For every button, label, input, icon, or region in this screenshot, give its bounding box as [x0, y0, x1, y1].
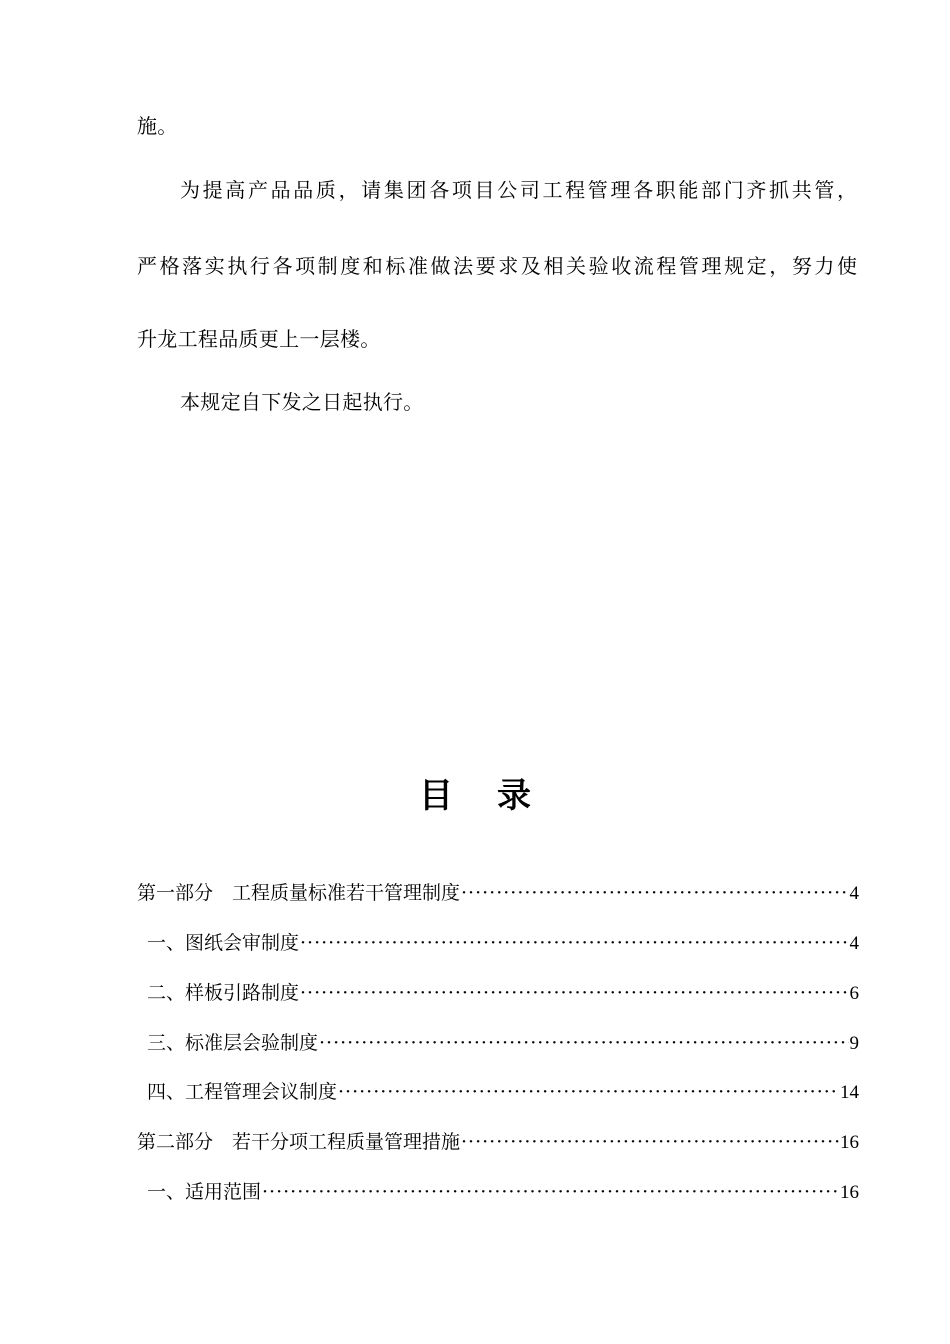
- toc-entry-label: 第二部分 若干分项工程质量管理措施: [137, 1131, 461, 1153]
- toc-entry[interactable]: [137, 980, 859, 1006]
- paragraph-line: 升龙工程品质更上一层楼。: [137, 327, 381, 351]
- toc-leader-dots: [300, 980, 848, 1006]
- toc-leader-dots: [319, 1030, 848, 1056]
- paragraph-line: 施。: [137, 114, 178, 138]
- paragraph-line: 严格落实执行各项制度和标准做法要求及相关验收流程管理规定，努力使: [137, 254, 857, 278]
- toc-entry-page: 4: [849, 933, 859, 954]
- toc-entry-label: 一、图纸会审制度: [147, 932, 300, 954]
- toc-entry-label: 二、样板引路制度: [147, 982, 300, 1004]
- toc-entry[interactable]: [137, 930, 859, 956]
- toc-entry-label: 三、标准层会验制度: [147, 1032, 319, 1054]
- toc-entry[interactable]: [137, 880, 859, 906]
- toc-entry[interactable]: [137, 1179, 859, 1205]
- toc-entry-page: 9: [849, 1033, 859, 1054]
- paragraph-line: 为提高产品品质，请集团各项目公司工程管理各职能部门齐抓共管，: [180, 178, 857, 202]
- toc-leader-dots: [461, 880, 848, 906]
- toc-entry-page: 4: [849, 883, 859, 904]
- toc-entry-page: 16: [840, 1182, 859, 1203]
- toc-entry-page: 14: [840, 1082, 859, 1103]
- toc-leader-dots: [262, 1179, 839, 1205]
- toc-entry[interactable]: [137, 1030, 859, 1056]
- toc-entry[interactable]: [137, 1079, 859, 1105]
- toc-entry[interactable]: [137, 1129, 859, 1155]
- toc-entry-page: 16: [840, 1132, 859, 1153]
- toc-entry-label: 第一部分 工程质量标准若干管理制度: [137, 882, 461, 904]
- toc-entry-label: 一、适用范围: [147, 1181, 262, 1203]
- toc-entry-page: 6: [849, 983, 859, 1004]
- toc-leader-dots: [461, 1129, 839, 1155]
- toc-entry-label: 四、工程管理会议制度: [147, 1081, 338, 1103]
- toc-title: 目录: [419, 776, 575, 816]
- toc-leader-dots: [300, 930, 848, 956]
- paragraph-line: 本规定自下发之日起执行。: [180, 390, 424, 414]
- toc-leader-dots: [338, 1079, 839, 1105]
